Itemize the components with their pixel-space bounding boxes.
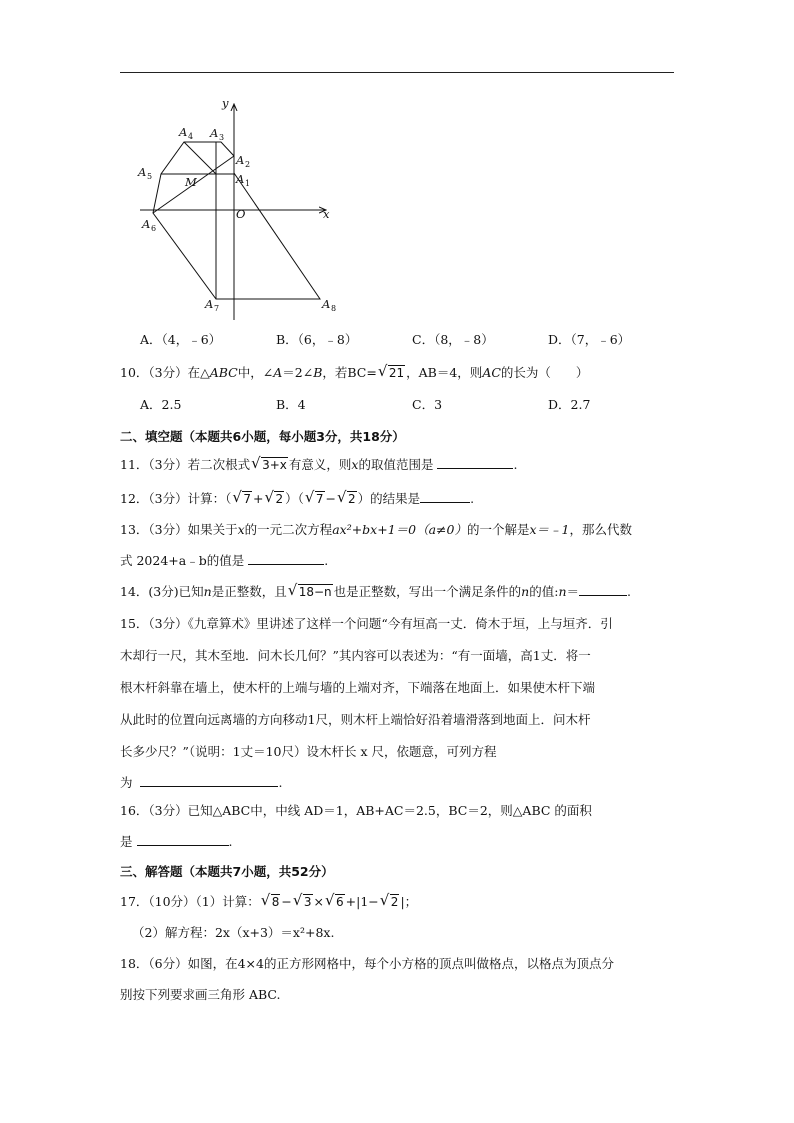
- q9-option-d: D．（7，﹣6）: [548, 332, 631, 347]
- label-y: y: [222, 96, 229, 110]
- coordinate-figure: [130, 92, 350, 324]
- q16-answer-blank[interactable]: [137, 832, 229, 846]
- q9-option-a: A．（4，﹣6）: [140, 332, 222, 347]
- q18-line-1: 18．（6分）如图，在4×4的正方形网格中，每个小方格的顶点叫做格点，以格点为顶点分: [120, 956, 614, 971]
- q15-answer-blank[interactable]: [140, 773, 278, 787]
- section-3-heading: 三、解答题（本题共7小题，共52分）: [120, 864, 334, 879]
- label-m: M: [185, 175, 197, 189]
- svg-text:A: A: [236, 153, 245, 167]
- q9-option-b: B．（6，﹣8）: [276, 332, 358, 347]
- svg-text:A: A: [179, 125, 188, 139]
- q18-line-2: 别按下列要求画三角形 ABC.: [120, 987, 281, 1002]
- svg-text:A: A: [210, 126, 219, 140]
- q9-option-c: C．（8，﹣8）: [412, 332, 494, 347]
- figure-svg: [130, 92, 350, 324]
- svg-text:1: 1: [245, 179, 251, 188]
- q14: 14．(3分)已知n是正整数，且 √ 18−n 也是正整数，写出一个满足条件的n的值:n＝ .: [120, 581, 631, 599]
- q13-line-2: 式 2024+a﹣b的值是 .: [120, 553, 329, 568]
- section-2-heading: 二、填空题（本题共6小题，每小题3分，共18分）: [120, 429, 405, 444]
- q11-answer-blank[interactable]: [437, 455, 513, 469]
- segment-a4-m: [184, 142, 216, 174]
- label-a2: [235, 153, 250, 169]
- q12: 12．（3分）计算：（ √ 7 + √ 2 ）（ √ 7 − √ 2 ）的结果是 .: [120, 488, 475, 506]
- label-a3: [209, 126, 224, 142]
- q16-line-2: 是 .: [120, 834, 233, 849]
- label-a1: [235, 172, 250, 188]
- header-rule: [120, 72, 674, 73]
- svg-text:A: A: [205, 297, 214, 311]
- q13-answer-blank[interactable]: [248, 551, 324, 565]
- q10-option-b: B．4: [276, 397, 306, 412]
- q10-stem: 10．（3分）在△ABC中，∠A＝2∠B，若BC= √ 21 ，AB＝4，则AC的长为（ ）: [120, 362, 589, 380]
- label-o: O: [236, 207, 246, 221]
- label-a5: [137, 165, 152, 181]
- label-a4: [178, 125, 193, 141]
- svg-text:4: 4: [188, 132, 194, 141]
- svg-text:7: 7: [214, 304, 220, 313]
- q16-line-1: 16．（3分）已知△ABC中，中线 AD＝1，AB+AC＝2.5，BC＝2，则△ABC 的面积: [120, 803, 592, 818]
- label-x: x: [323, 207, 330, 221]
- q10-option-a: A．2.5: [140, 397, 182, 412]
- q15-line-6: 为 .: [120, 775, 283, 790]
- q10-option-c: C．3: [412, 397, 443, 412]
- q10-option-d: D．2.7: [548, 397, 591, 412]
- q15-line-3: 根木杆斜靠在墙上，使木杆的上端与墙的上端对齐，下端落在地面上．如果使木杆下端: [120, 680, 596, 695]
- label-a6: [141, 217, 156, 233]
- q17-part-1: 17．（10分）（1）计算： √ 8 − √ 3 × √ 6 +|1− √ 2 |；: [120, 891, 418, 909]
- label-a8: [321, 297, 336, 313]
- svg-text:3: 3: [219, 133, 225, 142]
- q15-line-2: 木却行一尺，其木至地．问木长几何？”其内容可以表述为：“有一面墙，高1丈．将一: [120, 648, 591, 663]
- q14-answer-blank[interactable]: [579, 582, 627, 596]
- svg-text:A: A: [142, 217, 151, 231]
- sqrt-21: √ 21: [377, 362, 405, 380]
- q17-part-2: （2）解方程：2x（x+3）＝x²+8x.: [132, 925, 335, 940]
- svg-text:A: A: [322, 297, 331, 311]
- q15-line-1: 15．（3分）《九章算术》里讲述了这样一个问题“今有垣高一丈．倚木于垣，上与垣齐．引: [120, 616, 613, 631]
- svg-text:5: 5: [147, 172, 153, 181]
- svg-text:8: 8: [331, 304, 337, 313]
- q12-answer-blank[interactable]: [420, 489, 470, 503]
- svg-text:A: A: [236, 172, 245, 186]
- svg-text:2: 2: [245, 160, 251, 169]
- q15-line-5: 长多少尺？”（说明：1丈＝10尺）设木杆长 x 尺，依题意，可列方程: [120, 744, 497, 759]
- q15-line-4: 从此时的位置向远离墙的方向移动1尺，则木杆上端恰好沿着墙滑落到地面上．问木杆: [120, 712, 591, 727]
- q13-line-1: 13．（3分）如果关于x的一元二次方程ax²+bx+1＝0（a≠0）的一个解是x＝﹣1，那么代数: [120, 522, 633, 537]
- svg-text:A: A: [138, 165, 147, 179]
- q11: 11．（3分）若二次根式 √ 3+x 有意义，则x的取值范围是 .: [120, 454, 518, 472]
- svg-text:6: 6: [151, 224, 157, 233]
